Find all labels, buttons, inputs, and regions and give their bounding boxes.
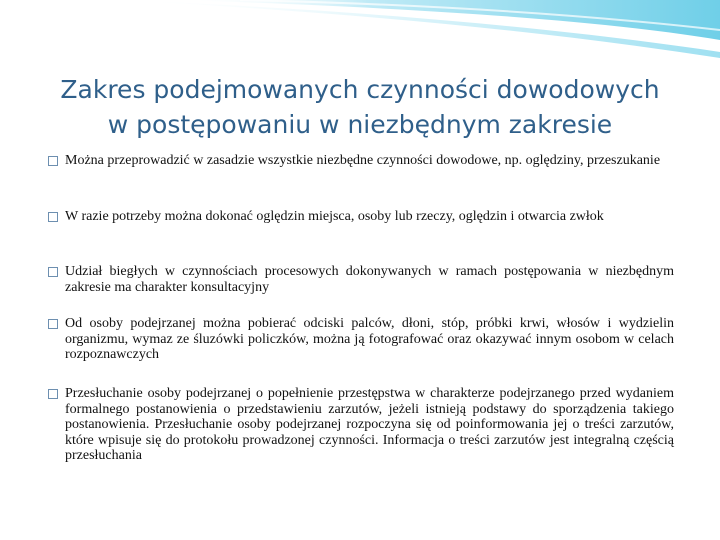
slide-title-line-2: w postępowaniu w niezbędnym zakresie	[107, 109, 613, 139]
bullet-item	[48, 209, 604, 225]
bullet-text: W razie potrzeby można dokonać oględzin miejsca, osoby lub rzeczy, oględzin i otwarcia zwłok	[65, 209, 604, 224]
bullet-text: Można przeprowadzić w zasadzie wszystkie niezbędne czynności dowodowe, np. oględziny, przeszukanie	[65, 153, 661, 168]
bullet-text: Udział biegłych w czynnościach procesowych dokonywanych w ramach postępowania w niezbędnym zakresie ma charakter konsultacyjny	[65, 264, 674, 295]
slide-title	[30, 72, 690, 142]
bullet-item	[48, 153, 660, 169]
square-bullet-icon	[48, 267, 58, 277]
bullet-item	[48, 264, 674, 295]
slide-title-line-1: Zakres podejmowanych czynności dowodowych	[60, 74, 660, 104]
square-bullet-icon	[48, 319, 58, 329]
bullet-text: Od osoby podejrzanej można pobierać odciski palców, dłoni, stóp, próbki krwi, włosów i wydzielin organizmu, wymaz ze śluzówki policzków, można ją fotografować oraz okazywać innym osobom w celach rozpoznawczych	[65, 316, 674, 362]
square-bullet-icon	[48, 212, 58, 222]
header-wave-decoration	[0, 0, 720, 60]
bullet-item	[48, 386, 674, 464]
bullet-item	[48, 316, 674, 363]
bullet-text: Przesłuchanie osoby podejrzanej o popełnienie przestępstwa w charakterze podejrzanego przed wydaniem formalnego postanowienia o przedstawieniu zarzutów, jeżeli istnieją podstawy do sporządzenia takiego postanowienia. Przesłuchanie osoby podejrzanej rozpoczyna się od poinformowania jej o treści zarzutów, które wpisuje się do protokołu prowadzonej czynności. Informacja o treści zarzutów jest integralną częścią przesłuchania	[65, 386, 674, 463]
square-bullet-icon	[48, 156, 58, 166]
square-bullet-icon	[48, 389, 58, 399]
